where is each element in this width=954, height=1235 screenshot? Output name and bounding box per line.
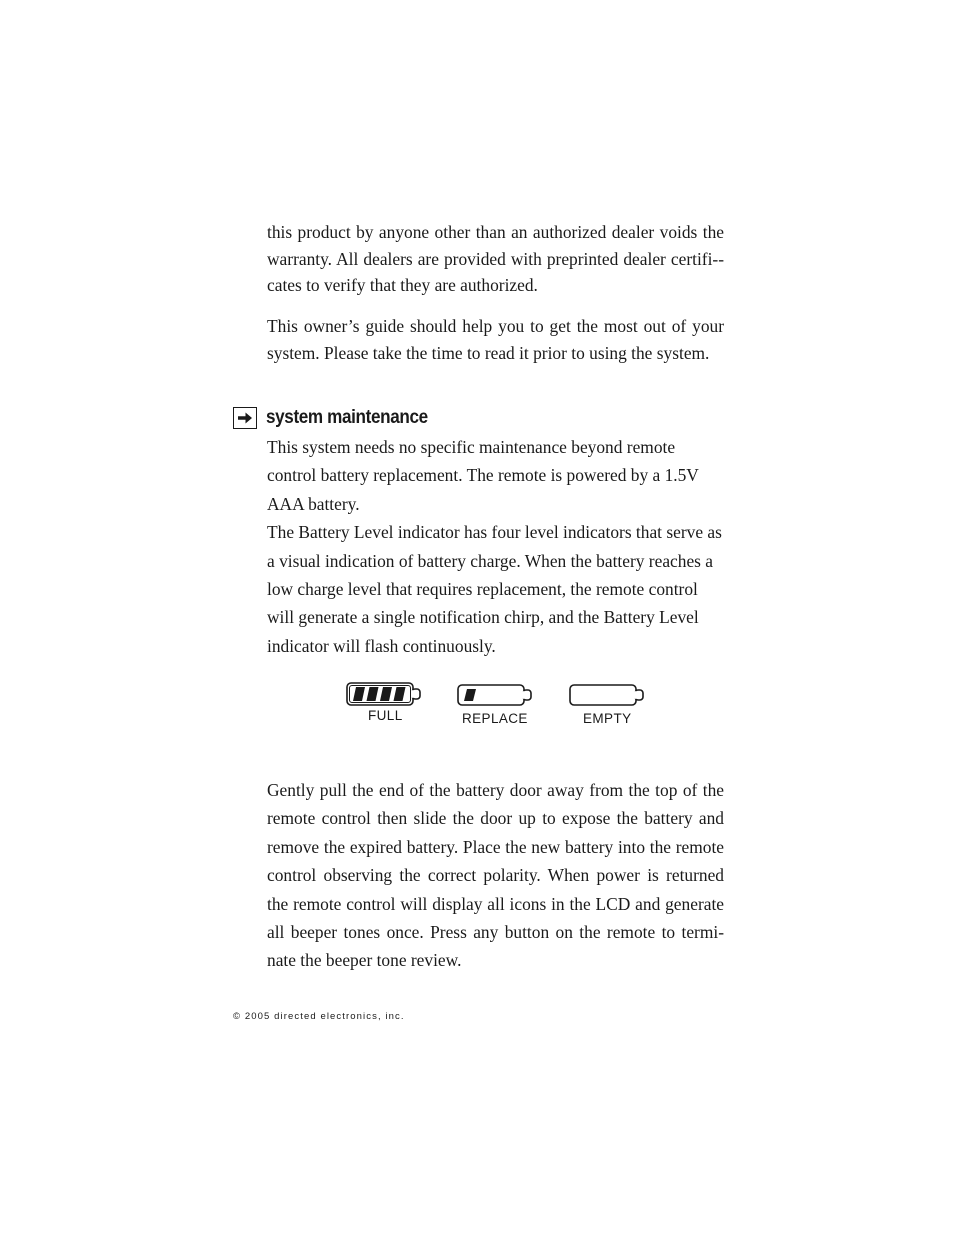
right-arrow-icon <box>233 407 257 429</box>
battery-seam <box>522 691 525 699</box>
battery-full-label: FULL <box>368 708 403 723</box>
maintenance-text <box>267 433 724 660</box>
intro-paragraph-2: This owner’s guide should help you to get the most out of your system. Please take the time to read it prior to using the system. <box>267 316 724 363</box>
maintenance-paragraph-2: The Battery Level indicator has four level indicators that serve as a visual indication of battery charge. When the battery reaches a low charge level that requires replacement, the remote control will generate a single notification chirp, and the Battery Level indicator will flash continuously. <box>267 522 722 656</box>
battery-terminal <box>412 689 420 699</box>
battery-empty-label: EMPTY <box>583 711 632 726</box>
battery-level-bar <box>464 689 476 701</box>
battery-body <box>458 685 524 705</box>
intro-paragraph-1: this product by anyone other than an authorized dealer voids the warranty. All dealers are provided with preprinted dealer certifi-cates to verify that they are authorized. <box>267 222 724 295</box>
battery-seam <box>634 691 637 699</box>
battery-level-bar <box>394 687 406 701</box>
battery-body <box>570 685 636 705</box>
battery-body <box>347 683 413 705</box>
battery-replace-icon <box>458 685 531 705</box>
maintenance-paragraph-1: This system needs no specific maintenance beyond remote control battery replacement. The remote is powered by a 1.5V AAA battery. <box>267 437 699 514</box>
battery-replacement-paragraph: Gently pull the end of the battery door away from the top of the remote control then slide the door up to expose the battery and remove the expired battery. Place the new battery into the remote control observing the correct polarity. When power is returned the remote control will display all icons in the LCD and generate all beeper tones once. Press any button on the remote to terminate the beeper tone review. <box>267 780 724 971</box>
section-heading <box>233 405 446 431</box>
battery-empty-icon <box>570 685 643 705</box>
copyright-footer: © 2005 directed electronics, inc. <box>233 1011 405 1022</box>
battery-level-bar <box>380 687 392 701</box>
battery-terminal <box>635 690 643 700</box>
battery-level-bar <box>367 687 379 701</box>
battery-terminal <box>523 690 531 700</box>
section-title: system maintenance <box>266 407 428 428</box>
battery-level-bar <box>353 687 365 701</box>
battery-seam <box>411 690 414 698</box>
battery-replace-label: REPLACE <box>462 711 528 726</box>
battery-full-icon <box>347 683 420 705</box>
battery-inner-outline <box>350 686 411 703</box>
